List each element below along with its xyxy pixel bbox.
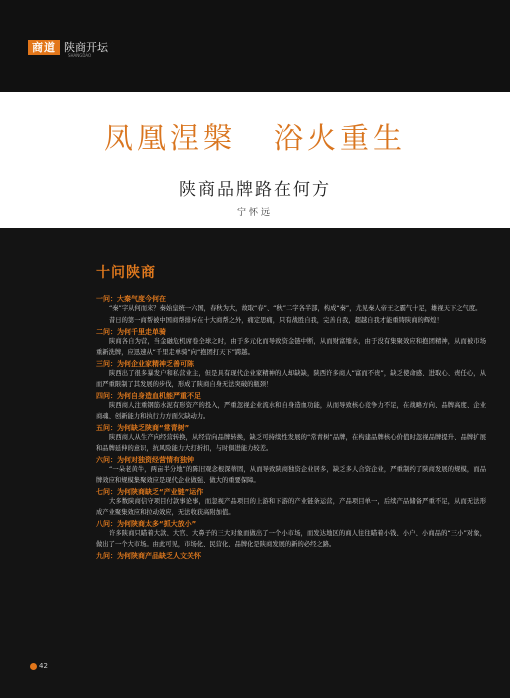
question-heading: 二问：为何千里走单骑 [96,328,166,336]
question-heading: 九问：为何陕商产品缺乏人文关怀 [96,552,201,560]
answer-paragraph: 大多数陕商信守项目付款事论事，而忽视产品项目的上游和下游的产业链条运营，产品项目单一，后续产品储备严重不足，从而无法形成产业聚集效应和拉动效应，无法收获高附加值。 [96,498,486,516]
answer-paragraph: 陕西商人注重钢筋水泥有形资产的投入，严重忽视企业流水和自身造血功能，从而导致核心竞争力不足，在战略方向、品牌高度、企业商魂、创新能力和执行力方面欠缺动力。 [96,402,486,420]
qa-list [96,294,486,561]
subheadline: 陕商品牌路在何方 [179,180,331,200]
question-heading: 一问：大秦气度今何在 [96,295,166,303]
author: 宁怀远 [236,208,273,218]
question-heading: 六问：为何对独资经营情有独钟 [96,456,194,464]
headline-left: 凤凰涅槃 [103,121,236,155]
headline-right: 浴火重生 [274,121,407,155]
question-heading: 七问：为何陕商缺乏“产业链”运作 [96,488,204,496]
answer-paragraph: 陕商各自为营，当金融危机席卷全球之时，由于多元化而导致资金链中断，从而财富缩水，由于没有集聚效应和抱团精神，从而被市场重新洗牌，应迅速从“千里走单骑”向“抱团打天下”跨越。 [96,338,486,356]
answer-paragraph: 陕西商人从生产向经营转换，从经营向品牌转换，缺乏可持续性发展的“常青树”品牌，在构建品牌核心价值时忽视品牌提升、品牌扩展和品牌延伸的意识，抗风险能力大打折扣，与时俱进能力较差。 [96,434,486,452]
qa-item [96,391,486,422]
qa-item [96,487,486,518]
answer-paragraph: 昔日的第一商帮被中国商帮排斥在十大商帮之外，痛定思痛，只有战胜自我，完善自我，超越自我才能重铸陕商的辉煌！ [109,316,443,324]
answer-paragraph: 许多陕商只瞄着大款、大官、大鼻子的三大对象而做出了一个小市场，而发达地区的商人往往瞄着小钱、小户、小商品的“三小”对象，做出了一个大市场。由此可见，市场化、民营化、品牌化是陕商发展的新的必经之路。 [96,530,486,548]
qa-item [96,551,486,561]
headline [0,116,510,157]
question-heading: 三问：为何企业家精神乏善可陈 [96,360,194,368]
qa-item [96,519,486,550]
question-heading: 五问：为何缺乏陕商“常青树” [96,424,190,432]
answer-paragraph: 陕西出了很多暴发户和私营业主，但是具有现代企业家精神的人却缺缺，陕西许多商人“富而不贵”，缺乏使命感、进取心、责任心，从而严重限制了其发展的步伐，形成了陕商自身无法突破的瓶颈！ [96,370,486,388]
column-tag-label: 商道 [28,40,60,55]
column-tag-small: SHANGDAO [68,53,92,58]
qa-item [96,327,486,358]
page-number [30,662,48,670]
column-name: 陕商开坛 [64,41,108,54]
qa-item [96,423,486,454]
qa-item [96,359,486,390]
section-title: 十问陕商 [96,265,156,281]
question-heading: 四问：为何自身造血机能严重不足 [96,392,201,400]
answer-paragraph: “秦”字从何而来？秦始皇统一六国，春秋为大，故取“春”、“秋”二字各半部，构成“秦”，尤见秦人帝王之霸气十足，雄视天下之气度。 [109,305,482,312]
qa-item [96,455,486,486]
question-heading: 八问：为何陕商太多“抓大放小” [96,520,197,528]
article-body [96,262,486,561]
page-number-text: 42 [39,662,48,670]
qa-item [96,294,486,326]
answer-paragraph: “一朵老黄牛，两亩半分地”的陈旧观念根深蒂固，从而导致陕商独资企业居多，缺乏多人合资企业，严重制约了陕商发展的规模，而品牌效应和规模集聚效应是现代企业做强、做大的重要保障。 [96,466,486,484]
page-dot-icon [30,663,37,670]
